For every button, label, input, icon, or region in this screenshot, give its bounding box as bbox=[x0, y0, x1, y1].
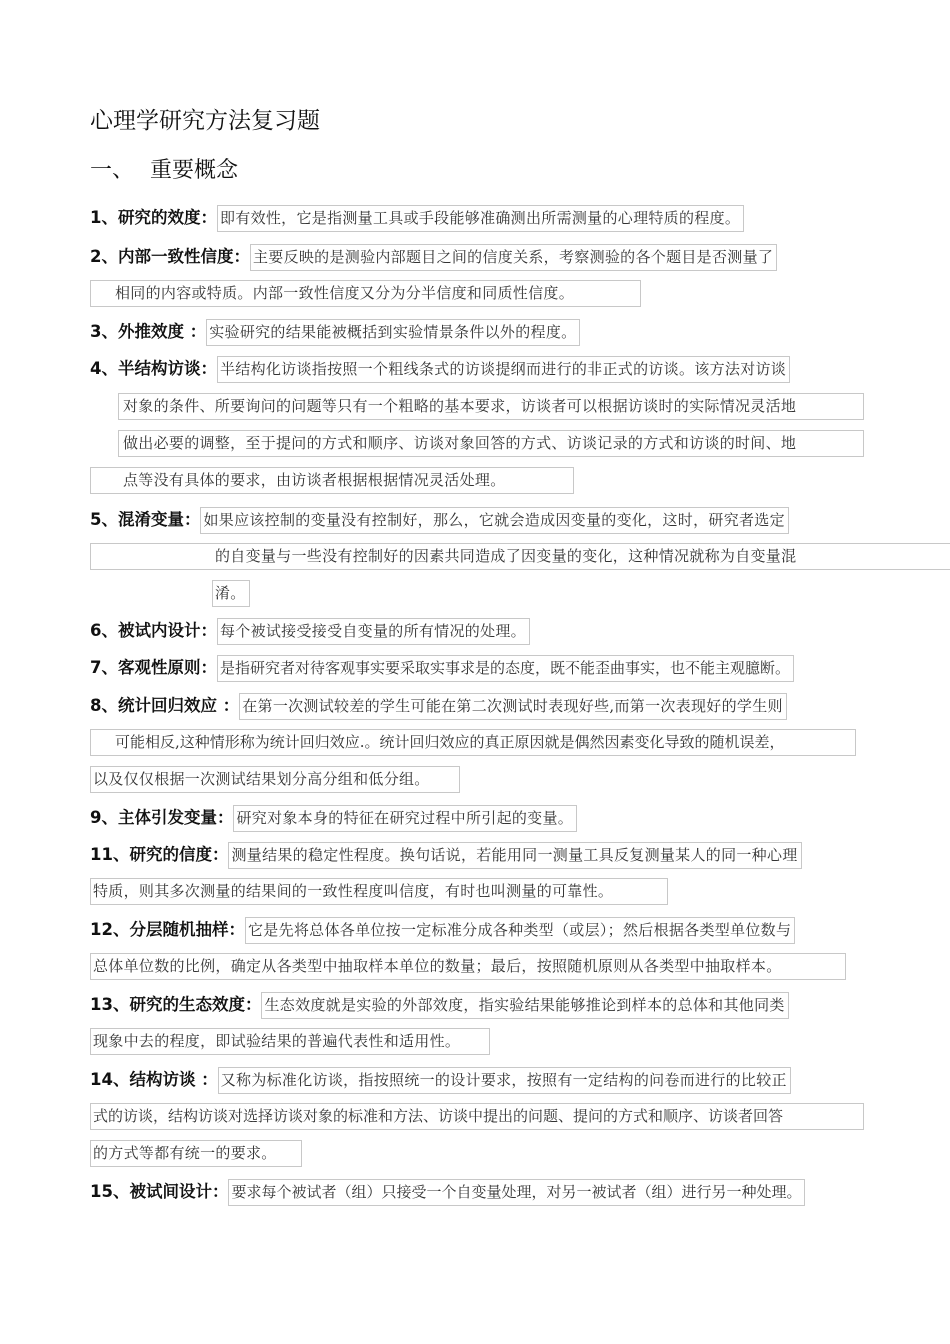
section-label: 重要概念 bbox=[150, 158, 239, 183]
definition-continuation: 的自变量与一些没有控制好的因素共同造成了因变量的变化，这种情况就称为自变量混 bbox=[90, 543, 950, 570]
definition-continuation: 总体单位数的比例，确定从各类型中抽取样本单位的数量；最后，按照随机原则从各类型中抽取样本。 bbox=[90, 953, 846, 980]
definition-text: 实验研究的结果能被概括到实验情景条件以外的程度。 bbox=[206, 319, 580, 346]
term-label: 4、半结构访谈： bbox=[90, 359, 217, 378]
term-label: 1、研究的效度： bbox=[90, 208, 217, 227]
term-label: 2、内部一致性信度： bbox=[90, 247, 250, 266]
section-number: 一、 bbox=[90, 158, 135, 183]
definition-continuation: 的方式等都有统一的要求。 bbox=[90, 1140, 302, 1167]
definition-text: 每个被试接受接受自变量的所有情况的处理。 bbox=[217, 618, 530, 645]
definition-continuation: 对象的条件、所要询问的问题等只有一个粗略的基本要求，访谈者可以根据访谈时的实际情况灵活地 bbox=[118, 393, 864, 420]
definition-continuation: 以及仅仅根据一次测试结果划分高分组和低分组。 bbox=[90, 766, 460, 793]
definition-entry bbox=[90, 654, 794, 681]
definition-entry bbox=[90, 1178, 805, 1205]
definition-continuation: 现象中去的程度，即试验结果的普遍代表性和适用性。 bbox=[90, 1028, 490, 1055]
term-label: 9、主体引发变量： bbox=[90, 808, 234, 827]
definition-text: 如果应该控制的变量没有控制好，那么，它就会造成因变量的变化，这时，研究者选定 bbox=[200, 507, 788, 534]
definition-continuation: 可能相反,这种情形称为统计回归效应.。统计回归效应的真正原因就是偶然因素变化导致的随机误差， bbox=[90, 729, 856, 756]
definition-text: 生态效度就是实验的外部效度，指实验结果能够推论到样本的总体和其他同类 bbox=[261, 992, 788, 1019]
term-label: 7、客观性原则： bbox=[90, 658, 217, 677]
definition-text: 主要反映的是测验内部题目之间的信度关系，考察测验的各个题目是否测量了 bbox=[250, 244, 777, 271]
term-label: 11、研究的信度： bbox=[90, 845, 229, 864]
definition-entry bbox=[90, 991, 789, 1018]
definition-continuation: 式的访谈，结构访谈对选择访谈对象的标准和方法、访谈中提出的问题、提问的方式和顺序、访谈者回答 bbox=[90, 1103, 864, 1130]
page-title: 心理学研究方法复习题 bbox=[90, 108, 320, 134]
definition-continuation: 特质，则其多次测量的结果间的一致性程度叫信度，有时也叫测量的可靠性。 bbox=[90, 878, 668, 905]
definition-text: 研究对象本身的特征在研究过程中所引起的变量。 bbox=[233, 805, 577, 832]
definition-entry bbox=[90, 1066, 791, 1093]
definition-entry bbox=[90, 204, 744, 231]
term-label: 3、外推效度 ： bbox=[90, 322, 207, 341]
term-label: 13、研究的生态效度： bbox=[90, 995, 262, 1014]
term-label: 8、统计回归效应 ： bbox=[90, 696, 240, 715]
definition-text: 又称为标准化访谈，指按照统一的设计要求，按照有一定结构的问卷而进行的比较正 bbox=[218, 1067, 791, 1094]
term-label: 5、混淆变量： bbox=[90, 510, 201, 529]
definition-text: 即有效性，它是指测量工具或手段能够准确测出所需测量的心理特质的程度。 bbox=[217, 205, 744, 232]
term-label: 12、分层随机抽样： bbox=[90, 920, 245, 939]
definition-text: 它是先将总体各单位按一定标准分成各种类型（或层）；然后根据各类型单位数与 bbox=[245, 917, 795, 944]
definition-entry bbox=[90, 916, 795, 943]
definition-entry bbox=[90, 506, 789, 533]
term-label: 6、被试内设计： bbox=[90, 621, 217, 640]
definition-continuation: 淆。 bbox=[212, 580, 250, 607]
section-heading bbox=[90, 153, 238, 184]
definition-entry bbox=[90, 355, 790, 382]
definition-text: 半结构化访谈指按照一个粗线条式的访谈提纲而进行的非正式的访谈。该方法对访谈 bbox=[217, 356, 790, 383]
definition-continuation: 做出必要的调整，至于提问的方式和顺序、访谈对象回答的方式、访谈记录的方式和访谈的时间、地 bbox=[118, 430, 864, 457]
definition-entry bbox=[90, 243, 777, 270]
definition-entry bbox=[90, 692, 787, 719]
term-label: 15、被试间设计： bbox=[90, 1182, 229, 1201]
definition-entry bbox=[90, 617, 530, 644]
definition-entry bbox=[90, 318, 580, 345]
term-label: 14、结构访谈 ： bbox=[90, 1070, 218, 1089]
definition-entry bbox=[90, 841, 802, 868]
definition-text: 要求每个被试者（组）只接受一个自变量处理，对另一被试者（组）进行另一种处理。 bbox=[228, 1179, 805, 1206]
definition-continuation: 相同的内容或特质。内部一致性信度又分为分半信度和同质性信度。 bbox=[90, 280, 641, 307]
definition-text: 在第一次测试较差的学生可能在第二次测试时表现好些,而第一次表现好的学生则 bbox=[239, 693, 787, 720]
definition-entry bbox=[90, 804, 577, 831]
definition-text: 测量结果的稳定性程度。换句话说，若能用同一测量工具反复测量某人的同一种心理 bbox=[228, 842, 801, 869]
definition-continuation: 点等没有具体的要求，由访谈者根据根据情况灵活处理。 bbox=[90, 467, 574, 494]
definition-text: 是指研究者对待客观事实要采取实事求是的态度，既不能歪曲事实，也不能主观臆断。 bbox=[217, 655, 794, 682]
